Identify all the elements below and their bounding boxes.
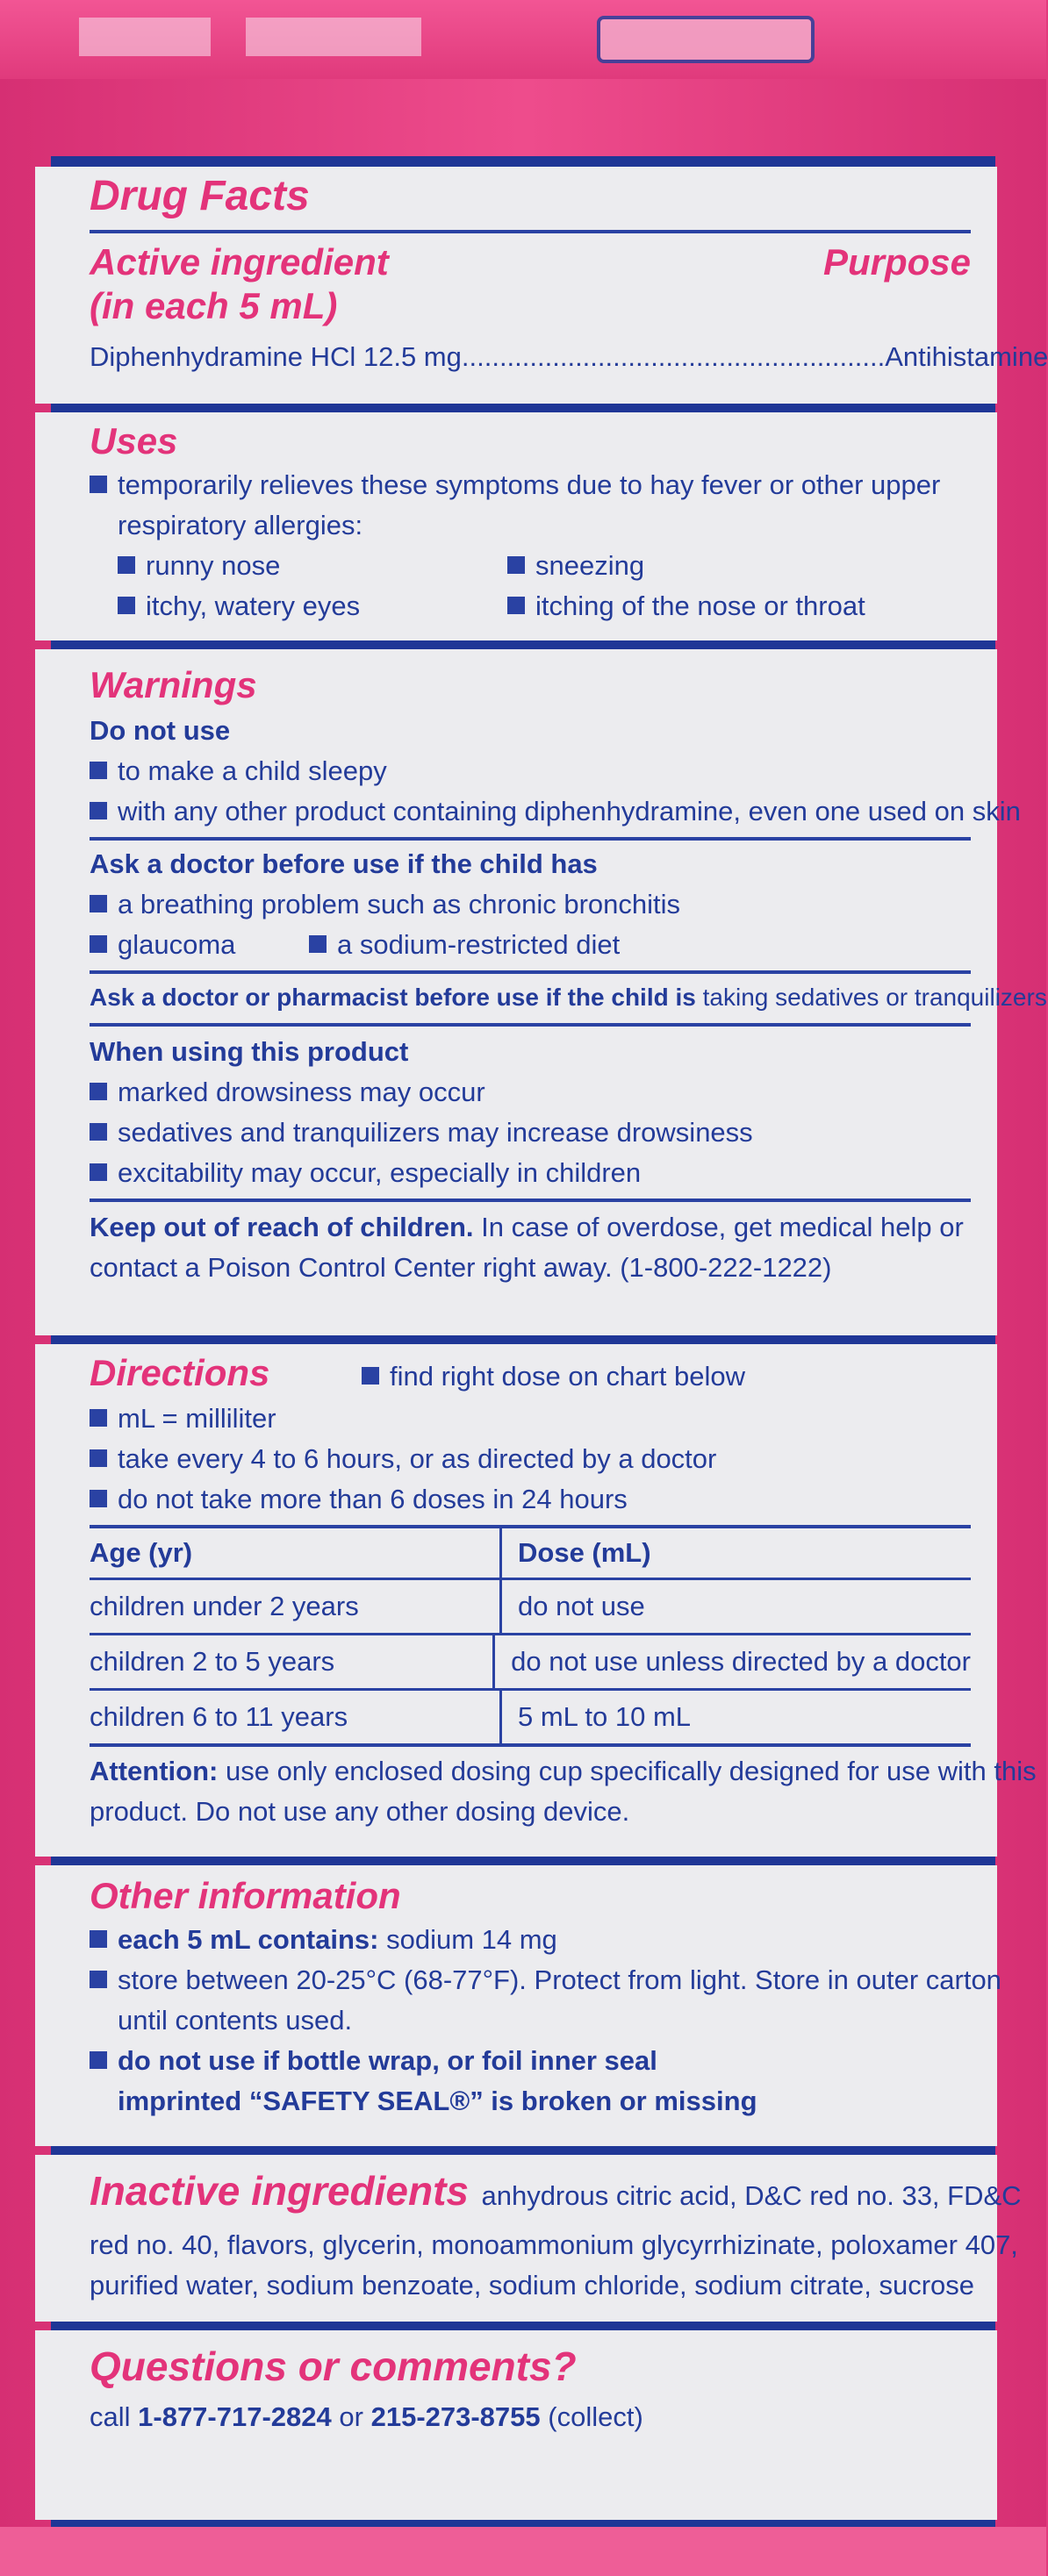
when-using-item: excitability may occur, especially in children [90, 1153, 641, 1193]
bullet-icon [118, 556, 135, 574]
inactive-line: red no. 40, flavors, glycerin, monoammonium glycyrrhizinate, poloxamer 407, [90, 2229, 1018, 2260]
other-information-box [35, 1865, 1001, 2146]
phone-number-2: 215-273-8755 [370, 2401, 541, 2432]
directions-title: Directions [90, 1352, 270, 1393]
bullet-icon [90, 1449, 107, 1467]
other-info-item: store between 20-25°C (68-77°F). Protect from light. Store in outer carton [90, 1960, 1001, 2000]
directions-item: take every 4 to 6 hours, or as directed by a doctor [90, 1439, 716, 1479]
when-using-heading: When using this product [90, 1036, 409, 1067]
bullet-icon [507, 556, 525, 574]
bullet-icon [362, 1367, 379, 1385]
bullet-icon [90, 1409, 107, 1427]
uses-line: respiratory allergies: [118, 510, 363, 540]
active-ingredient-subheading: (in each 5 mL) [90, 285, 338, 326]
ingredient-row [90, 337, 1048, 377]
divider [90, 230, 971, 233]
bullet-icon [90, 1930, 107, 1948]
bullet-icon [90, 895, 107, 912]
dose-table [90, 1525, 971, 1747]
brand-logo-icon [597, 16, 815, 63]
questions-contact-line: call 1-877-717-2824 or 215-273-8755 (collect) [90, 2401, 643, 2432]
ask-doctor-item: a sodium-restricted diet [309, 925, 620, 965]
carton-top-strip [0, 0, 1046, 79]
ask-doctor-heading: Ask a doctor before use if the child has [90, 848, 598, 879]
keep-out-line: Keep out of reach of children. In case of overdose, get medical help or [90, 1212, 964, 1242]
bullet-icon [90, 1971, 107, 1988]
directions-find-dose: find right dose on chart below [362, 1356, 745, 1397]
bullet-icon [90, 762, 107, 779]
table-header-age: Age (yr) [90, 1528, 502, 1578]
uses-box [35, 412, 997, 640]
bullet-icon [90, 476, 107, 493]
directions-item: do not take more than 6 doses in 24 hours [90, 1479, 628, 1520]
directions-box [35, 1344, 1037, 1857]
table-row: children under 2 years do not use [90, 1578, 971, 1633]
ask-pharmacist-line: Ask a doctor or pharmacist before use if the child is taking sedatives or tranquilizers [90, 984, 1047, 1011]
inactive-line: Inactive ingredients anhydrous citric acid, D&C red no. 33, FD&C [90, 2168, 1022, 2214]
top-decoration [79, 18, 211, 56]
uses-line: temporarily relieves these symptoms due to hay fever or other upper [90, 465, 940, 505]
other-info-item: do not use if bottle wrap, or foil inner seal [90, 2041, 657, 2081]
do-not-use-item: with any other product containing diphenhydramine, even one used on skin [90, 791, 1021, 832]
keep-out-line: contact a Poison Control Center right away. (1-800-222-1222) [90, 1252, 832, 1283]
do-not-use-item: to make a child sleepy [90, 751, 387, 791]
bullet-icon [507, 597, 525, 614]
ask-doctor-item: a breathing problem such as chronic bronchitis [90, 884, 680, 925]
other-information-title: Other information [90, 1875, 401, 1916]
inactive-ingredients-box [35, 2155, 1022, 2322]
active-ingredient-heading: Active ingredient [90, 241, 389, 283]
bullet-icon [90, 935, 107, 953]
bullet-icon [90, 2051, 107, 2069]
divider [90, 970, 971, 974]
questions-box [35, 2330, 997, 2520]
uses-title: Uses [90, 420, 178, 462]
warnings-box [35, 649, 1047, 1335]
table-row: children 2 to 5 years do not use unless directed by a doctor [90, 1633, 971, 1688]
bullet-icon [90, 802, 107, 819]
bullet-icon [90, 1490, 107, 1507]
inactive-line: purified water, sodium benzoate, sodium chloride, sodium citrate, sucrose [90, 2270, 974, 2301]
ingredient-purpose: Antihistamine [885, 341, 1048, 372]
bullet-icon [90, 1123, 107, 1141]
ingredient-name: Diphenhydramine HCl 12.5 mg [90, 341, 462, 372]
symptom-item: sneezing [507, 546, 644, 586]
table-row: children 6 to 11 years 5 mL to 10 mL [90, 1688, 971, 1743]
drug-facts-box [35, 167, 1048, 404]
drug-facts-title: Drug Facts [90, 173, 310, 219]
symptom-item: itchy, watery eyes [118, 586, 360, 626]
symptom-item: itching of the nose or throat [507, 586, 865, 626]
other-info-item: until contents used. [118, 2005, 353, 2036]
phone-number-1: 1-877-717-2824 [138, 2401, 332, 2432]
directions-item: mL = milliliter [90, 1399, 276, 1439]
other-info-item: each 5 mL contains: sodium 14 mg [90, 1920, 557, 1960]
carton-bottom-strip [0, 2527, 1046, 2576]
questions-title: Questions or comments? [90, 2343, 577, 2389]
bullet-icon [118, 597, 135, 614]
attention-line: product. Do not use any other dosing device. [90, 1796, 630, 1827]
other-info-item: imprinted “SAFETY SEAL®” is broken or missing [118, 2086, 757, 2116]
attention-line: Attention: use only enclosed dosing cup specifically designed for use with this [90, 1756, 1037, 1786]
table-header-dose: Dose (mL) [518, 1537, 651, 1568]
bullet-icon [90, 1083, 107, 1100]
warnings-title: Warnings [90, 664, 257, 705]
divider [90, 1199, 971, 1202]
divider [90, 1743, 971, 1747]
when-using-item: sedatives and tranquilizers may increase drowsiness [90, 1113, 753, 1153]
divider [90, 1023, 971, 1027]
divider [90, 837, 971, 841]
purpose-heading: Purpose [822, 241, 971, 283]
table-header-row [90, 1525, 971, 1578]
symptom-item: runny nose [118, 546, 280, 586]
when-using-item: marked drowsiness may occur [90, 1072, 485, 1113]
do-not-use-heading: Do not use [90, 715, 231, 746]
bullet-icon [90, 1163, 107, 1181]
top-decoration [246, 18, 421, 56]
ask-doctor-item: glaucoma [90, 925, 235, 965]
leader-dots: ........................................................ [461, 341, 886, 372]
bullet-icon [309, 935, 327, 953]
inactive-ingredients-title: Inactive ingredients [90, 2168, 470, 2214]
